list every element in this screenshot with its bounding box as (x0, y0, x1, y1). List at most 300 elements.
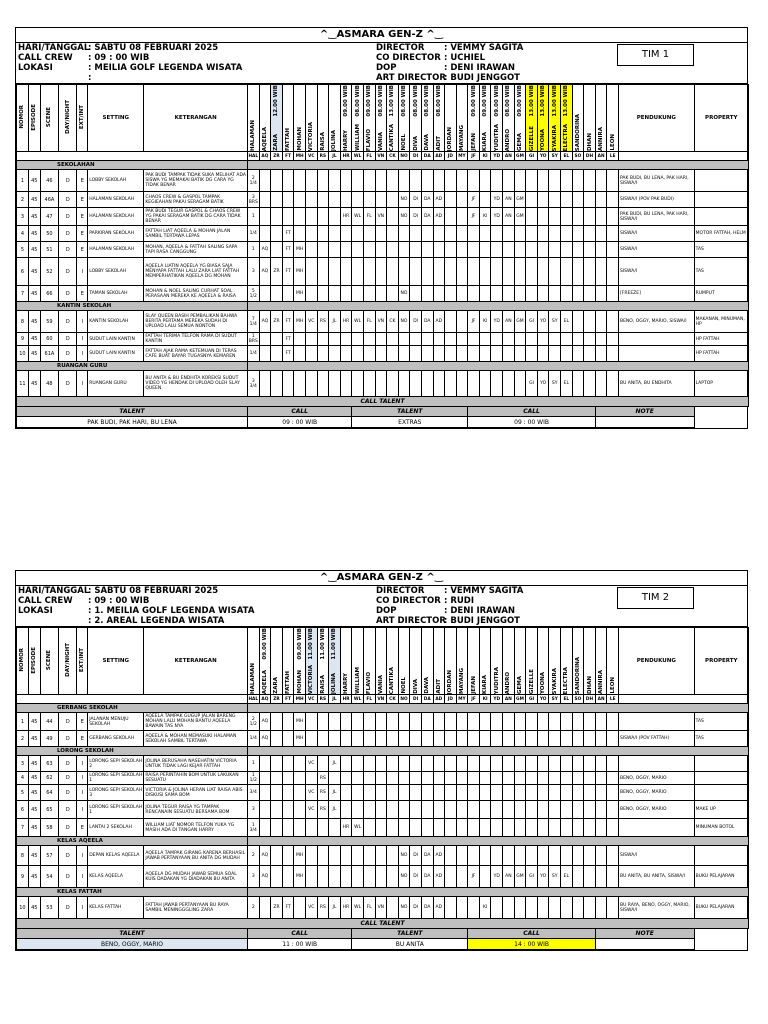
cast-name: ANDRO (505, 671, 512, 694)
cast-name: NOEL (401, 677, 408, 694)
cast-cell (340, 846, 352, 866)
cast-cell: 3 (248, 258, 260, 286)
cast-name: KIARA (482, 131, 489, 151)
scene-eps: 45 (28, 371, 40, 397)
cast-cell (572, 258, 584, 286)
cast-cell (387, 170, 399, 192)
cast-cell (572, 731, 584, 747)
cast-cell (514, 801, 526, 819)
cast-cell (282, 866, 294, 888)
cast-cell: AD (433, 846, 445, 866)
scene-sc: 61A (40, 346, 58, 362)
cast-cell (549, 346, 561, 362)
cast-call-time: 08.00 WIB (435, 85, 442, 117)
cast-name: GIZELLE (528, 668, 535, 694)
cast-cell (491, 371, 503, 397)
cast-cell (445, 819, 457, 837)
cast-cell (479, 756, 491, 772)
scene-pendukung: BU RAYA, BENO, OGGY, MARIO, SISWA/I (619, 897, 695, 919)
cast-cell: GI (526, 311, 538, 333)
cast-cell (561, 192, 573, 208)
cast-cell (259, 897, 271, 919)
info-label: HARI/TANGGAL (18, 43, 90, 53)
cast-name: SANDORINA (574, 113, 581, 151)
scene-pendukung: BENO, OGGY, MARIO (619, 772, 695, 785)
cast-cell: JF (468, 311, 480, 333)
scene-ei: I (77, 371, 88, 397)
cast-abbreviation: RS (317, 695, 329, 704)
cast-cell (526, 713, 538, 731)
cast-cell: KI (479, 897, 491, 919)
scene-dn: D (59, 286, 77, 302)
cast-column-header (526, 628, 538, 695)
cast-abbreviation: JL (329, 152, 341, 161)
scene-pendukung: SISWA/I (619, 242, 695, 258)
cast-cell (340, 801, 352, 819)
cast-cell (271, 371, 283, 397)
scene-row (17, 333, 749, 346)
column-header: EPISODE (28, 628, 40, 695)
cast-cell (387, 226, 399, 242)
cast-cell (607, 258, 619, 286)
cast-cell (607, 897, 619, 919)
cast-cell (595, 772, 607, 785)
scene-description: PAK BUDI TAMPAK TIDAK SUKA MELIHAT ADA SISWA YG MEMAKAI BATIK DG CARA YG TIDAK BENAR (144, 170, 248, 192)
cast-cell (445, 785, 457, 801)
cast-cell (607, 226, 619, 242)
cast-abbreviation: EL (561, 152, 573, 161)
call-talent-column: CALL (468, 407, 596, 417)
cast-column-header (375, 85, 387, 152)
crew-label: ART DIRECTOR (376, 616, 446, 626)
cast-cell (317, 846, 329, 866)
cast-cell (503, 897, 515, 919)
cast-cell (503, 258, 515, 286)
cast-cell (363, 346, 375, 362)
cast-cell (491, 242, 503, 258)
cast-cell (445, 170, 457, 192)
cast-cell (468, 785, 480, 801)
cast-cell (398, 346, 410, 362)
scene-no: 6 (17, 801, 29, 819)
cast-cell (317, 756, 329, 772)
cast-cell (375, 801, 387, 819)
callsheet-tim-2 (15, 570, 748, 951)
cast-cell (445, 371, 457, 397)
cast-cell (479, 846, 491, 866)
cast-cell (317, 192, 329, 208)
scene-property: BUKU PELAJARAN (694, 866, 748, 888)
cast-cell (503, 242, 515, 258)
cast-cell (595, 801, 607, 819)
column-header: KETERANGAN (144, 85, 248, 152)
cast-cell (526, 801, 538, 819)
cast-column-header (456, 628, 468, 695)
cast-cell (549, 286, 561, 302)
cast-name: YUDITRA (493, 123, 500, 151)
scene-eps: 45 (28, 713, 40, 731)
crew-value: : DENI IRAWAN (444, 63, 516, 73)
cast-cell (433, 756, 445, 772)
cast-cell (375, 846, 387, 866)
cast-cell (514, 286, 526, 302)
cast-column-header (584, 628, 596, 695)
cast-cell (329, 731, 341, 747)
cast-cell: NO (398, 866, 410, 888)
cast-cell (282, 286, 294, 302)
scene-row (17, 801, 749, 819)
cast-cell: JL (329, 801, 341, 819)
cast-name: AQEELA (261, 126, 268, 151)
cast-cell: HR (340, 208, 352, 226)
cast-cell: YO (537, 311, 549, 333)
cast-column-header (607, 628, 619, 695)
cast-name: HALAMAN (250, 120, 257, 151)
sheet-title: ^‿ASMARA GEN-Z ^‿ (16, 28, 747, 43)
cast-column-header (410, 628, 422, 695)
info-label: CALL CREW (18, 596, 73, 606)
column-header: NOMOR (17, 85, 29, 152)
cast-cell (584, 346, 596, 362)
scene-sc: 63 (40, 756, 58, 772)
cast-cell (456, 170, 468, 192)
scene-eps: 45 (28, 286, 40, 302)
scene-ei: E (77, 713, 88, 731)
cast-cell (526, 772, 538, 785)
cast-column-header (456, 85, 468, 152)
cast-name: MAYANG (458, 667, 465, 694)
cast-cell: DA (421, 866, 433, 888)
scene-pendukung: SISWA/I (619, 846, 695, 866)
cast-cell (561, 226, 573, 242)
cast-column-header (259, 628, 271, 695)
cast-cell (398, 333, 410, 346)
cast-cell (584, 801, 596, 819)
column-header: KETERANGAN (144, 628, 248, 695)
cast-cell (375, 346, 387, 362)
scene-ei: E (77, 286, 88, 302)
cast-column-header (340, 85, 352, 152)
cast-cell: RS (317, 801, 329, 819)
cast-cell (572, 170, 584, 192)
cast-cell (595, 731, 607, 747)
cast-cell (282, 819, 294, 837)
cast-cell: AD (433, 192, 445, 208)
cast-name: ANNIRA (598, 126, 605, 151)
cast-cell: HR (340, 819, 352, 837)
cast-cell: NO (398, 192, 410, 208)
cast-cell (421, 346, 433, 362)
cast-call-time: 11.00 WIB (308, 628, 315, 660)
cast-cell (271, 731, 283, 747)
cast-cell (410, 170, 422, 192)
cast-cell: HR (340, 311, 352, 333)
cast-cell (607, 311, 619, 333)
cast-cell (445, 713, 457, 731)
cast-column-header (398, 85, 410, 152)
cast-cell (468, 371, 480, 397)
cast-cell (595, 897, 607, 919)
crew-value: : BUDI JENGGOT (444, 616, 520, 626)
scene-eps: 45 (28, 346, 40, 362)
cast-cell (595, 713, 607, 731)
scene-property: MAKE UP (694, 801, 748, 819)
cast-cell (456, 731, 468, 747)
scene-dn: D (59, 756, 77, 772)
cast-call-time: 13.00 WIB (528, 85, 535, 117)
cast-name: GEMA (516, 675, 523, 694)
callsheet-tim-1 (15, 27, 748, 429)
scene-sc: 44 (40, 713, 58, 731)
cast-cell: DI (410, 866, 422, 888)
cast-cell (317, 226, 329, 242)
column-header: EXT/INT (77, 628, 88, 695)
cast-cell (514, 772, 526, 785)
cast-call-time: 08.00 WIB (377, 85, 384, 117)
cast-cell (572, 785, 584, 801)
call-talent-column: TALENT (352, 929, 468, 939)
cast-call-time: 13.00 WIB (389, 85, 396, 117)
crew-value: : RUDI (444, 596, 475, 606)
cast-column-header (271, 628, 283, 695)
scene-dn: D (59, 772, 77, 785)
cast-cell (584, 846, 596, 866)
scene-row (17, 226, 749, 242)
scene-pendukung (619, 346, 695, 362)
cast-cell (294, 785, 306, 801)
cast-cell (549, 208, 561, 226)
cast-cell: MH (294, 258, 306, 286)
cast-cell (561, 772, 573, 785)
cast-cell (561, 897, 573, 919)
cast-name: DAVA (424, 134, 431, 151)
info-value: : SABTU 08 FEBRUARI 2025 (88, 43, 219, 53)
cast-cell (421, 756, 433, 772)
cast-cell: HR (340, 897, 352, 919)
cast-cell (479, 286, 491, 302)
cast-call-time: 08.00 WIB (412, 85, 419, 117)
scene-dn: D (59, 258, 77, 286)
cast-cell (410, 801, 422, 819)
cast-column-header (433, 85, 445, 152)
schedule-table (16, 627, 749, 950)
info-label: LOKASI (18, 63, 53, 73)
cast-cell (421, 772, 433, 785)
cast-cell (271, 801, 283, 819)
cast-cell (421, 242, 433, 258)
cast-name: ZARA (273, 134, 280, 151)
cast-cell (329, 713, 341, 731)
cast-abbreviation: SO (572, 152, 584, 161)
cast-cell (445, 333, 457, 346)
scene-property (694, 772, 748, 785)
cast-column-header (294, 85, 306, 152)
cast-cell (526, 897, 538, 919)
cast-name: HALAMAN (250, 663, 257, 694)
cast-cell: YD (491, 311, 503, 333)
cast-cell (561, 208, 573, 226)
cast-cell (468, 897, 480, 919)
cast-cell (561, 819, 573, 837)
scene-sc: 66 (40, 286, 58, 302)
scene-description: JOLINA TEGUR RAISA YG TAMPAK RENCANAIN SESUATU BERSAMA BOM (144, 801, 248, 819)
cast-cell: 1 BRS (248, 334, 258, 344)
cast-cell (294, 170, 306, 192)
column-header: DAY/NIGHT (59, 628, 77, 695)
cast-cell: AN (503, 208, 515, 226)
cast-cell (607, 170, 619, 192)
cast-cell (468, 258, 480, 286)
scene-eps: 45 (28, 731, 40, 747)
cast-cell (468, 772, 480, 785)
cast-cell (375, 286, 387, 302)
cast-cell (537, 333, 549, 346)
cast-cell: DI (410, 897, 422, 919)
cast-cell (363, 772, 375, 785)
cast-cell (572, 346, 584, 362)
cast-cell (363, 801, 375, 819)
cast-cell: FL (363, 897, 375, 919)
cast-cell: VC (305, 311, 317, 333)
cast-cell: 2 (248, 897, 260, 919)
cast-abbreviation: DI (410, 152, 422, 161)
scene-setting: LORONG SEPI SEKOLAH 3 (88, 785, 144, 801)
cast-cell (479, 192, 491, 208)
cast-cell (572, 226, 584, 242)
cast-cell (526, 258, 538, 286)
cast-cell (259, 226, 271, 242)
cast-cell (468, 713, 480, 731)
scene-eps: 45 (28, 311, 40, 333)
scene-pendukung (619, 333, 695, 346)
cast-cell (537, 785, 549, 801)
cast-cell (282, 208, 294, 226)
scene-no: 11 (17, 371, 29, 397)
cast-cell (514, 371, 526, 397)
cast-column-header (561, 85, 573, 152)
cast-cell (503, 731, 515, 747)
crew-label: DIRECTOR (376, 586, 425, 596)
cast-cell: AQ (259, 731, 271, 747)
cast-cell (329, 846, 341, 866)
crew-value: : UCHIEL (444, 53, 485, 63)
cast-abbreviation: VN (375, 152, 387, 161)
scene-property: MOTOR FATTAH, HELM (694, 226, 748, 242)
cast-cell (387, 371, 399, 397)
cast-cell (503, 756, 515, 772)
cast-cell (375, 713, 387, 731)
scene-pendukung: BU ANITA, BU ANITA, SISWA/I (619, 866, 695, 888)
cast-cell: WL (352, 208, 364, 226)
cast-cell (271, 192, 283, 208)
cast-cell (584, 756, 596, 772)
cast-cell (456, 226, 468, 242)
cast-abbreviation: GM (516, 153, 524, 159)
cast-cell (561, 713, 573, 731)
cast-cell (433, 258, 445, 286)
cast-cell (340, 866, 352, 888)
scene-row (17, 713, 749, 731)
scene-eps: 45 (28, 846, 40, 866)
cast-cell: WL (352, 311, 364, 333)
cast-cell: DA (421, 846, 433, 866)
cast-cell (387, 258, 399, 286)
cast-cell (294, 226, 306, 242)
cast-cell (352, 242, 364, 258)
scene-dn: D (59, 846, 77, 866)
scene-property: TAS (694, 731, 748, 747)
scene-no: 9 (17, 866, 29, 888)
cast-abbreviation: WL (352, 695, 364, 704)
crew-label: ART DIRECTOR (376, 73, 446, 83)
cast-cell (271, 756, 283, 772)
scene-pendukung: [FREEZE] (619, 286, 695, 302)
scene-pendukung: BENO, OGGY, MARIO (619, 801, 695, 819)
cast-cell (445, 242, 457, 258)
cast-abbreviation: DA (421, 152, 433, 161)
column-header: PROPERTY (694, 85, 748, 152)
cast-column-header (445, 85, 457, 152)
info-label: LOKASI (18, 606, 53, 616)
cast-cell (549, 170, 561, 192)
cast-cell (503, 819, 515, 837)
cast-cell (387, 846, 399, 866)
cast-cell (294, 897, 306, 919)
cast-cell (491, 819, 503, 837)
cast-cell (375, 731, 387, 747)
cast-column-header (433, 628, 445, 695)
cast-name: RAISA (319, 132, 326, 151)
cast-cell (282, 731, 294, 747)
cast-abbreviation: AD (433, 152, 445, 161)
cast-cell (271, 785, 283, 801)
cast-cell (514, 170, 526, 192)
cast-name: WILLIAM (354, 124, 361, 151)
scene-sc: 48 (40, 371, 58, 397)
cast-cell (595, 333, 607, 346)
cast-cell (329, 258, 341, 286)
cast-cell (503, 846, 515, 866)
scene-no: 6 (17, 258, 29, 286)
scene-pendukung: BU ANITA, BU ENDHITA (619, 371, 695, 397)
cast-cell (479, 346, 491, 362)
cast-name: ANDRO (505, 128, 512, 151)
crew-label: DOP (376, 63, 397, 73)
cast-cell (607, 866, 619, 888)
cast-cell (329, 371, 341, 397)
cast-cell (363, 371, 375, 397)
cast-cell (491, 801, 503, 819)
cast-cell (584, 772, 596, 785)
cast-cell (584, 170, 596, 192)
call-talent-value (595, 417, 694, 428)
cast-name: DIVA (412, 679, 419, 694)
cast-cell: 1/4 (248, 346, 260, 362)
cast-cell (572, 897, 584, 919)
scene-row (17, 819, 749, 837)
scene-setting: DEPAN KELAS AQEELA (88, 846, 144, 866)
cast-cell: ZR (271, 258, 283, 286)
cast-name: KIARA (482, 674, 489, 694)
cast-name: FATTAH (285, 127, 292, 151)
cast-cell (410, 371, 422, 397)
info-value: : 2. AREAL LEGENDA WISATA (88, 616, 225, 626)
cast-cell (456, 866, 468, 888)
scene-eps: 45 (28, 192, 40, 208)
scene-setting: JALANAN MENUJU SEKOLAH (88, 713, 144, 731)
cast-cell (317, 286, 329, 302)
cast-cell (294, 371, 306, 397)
